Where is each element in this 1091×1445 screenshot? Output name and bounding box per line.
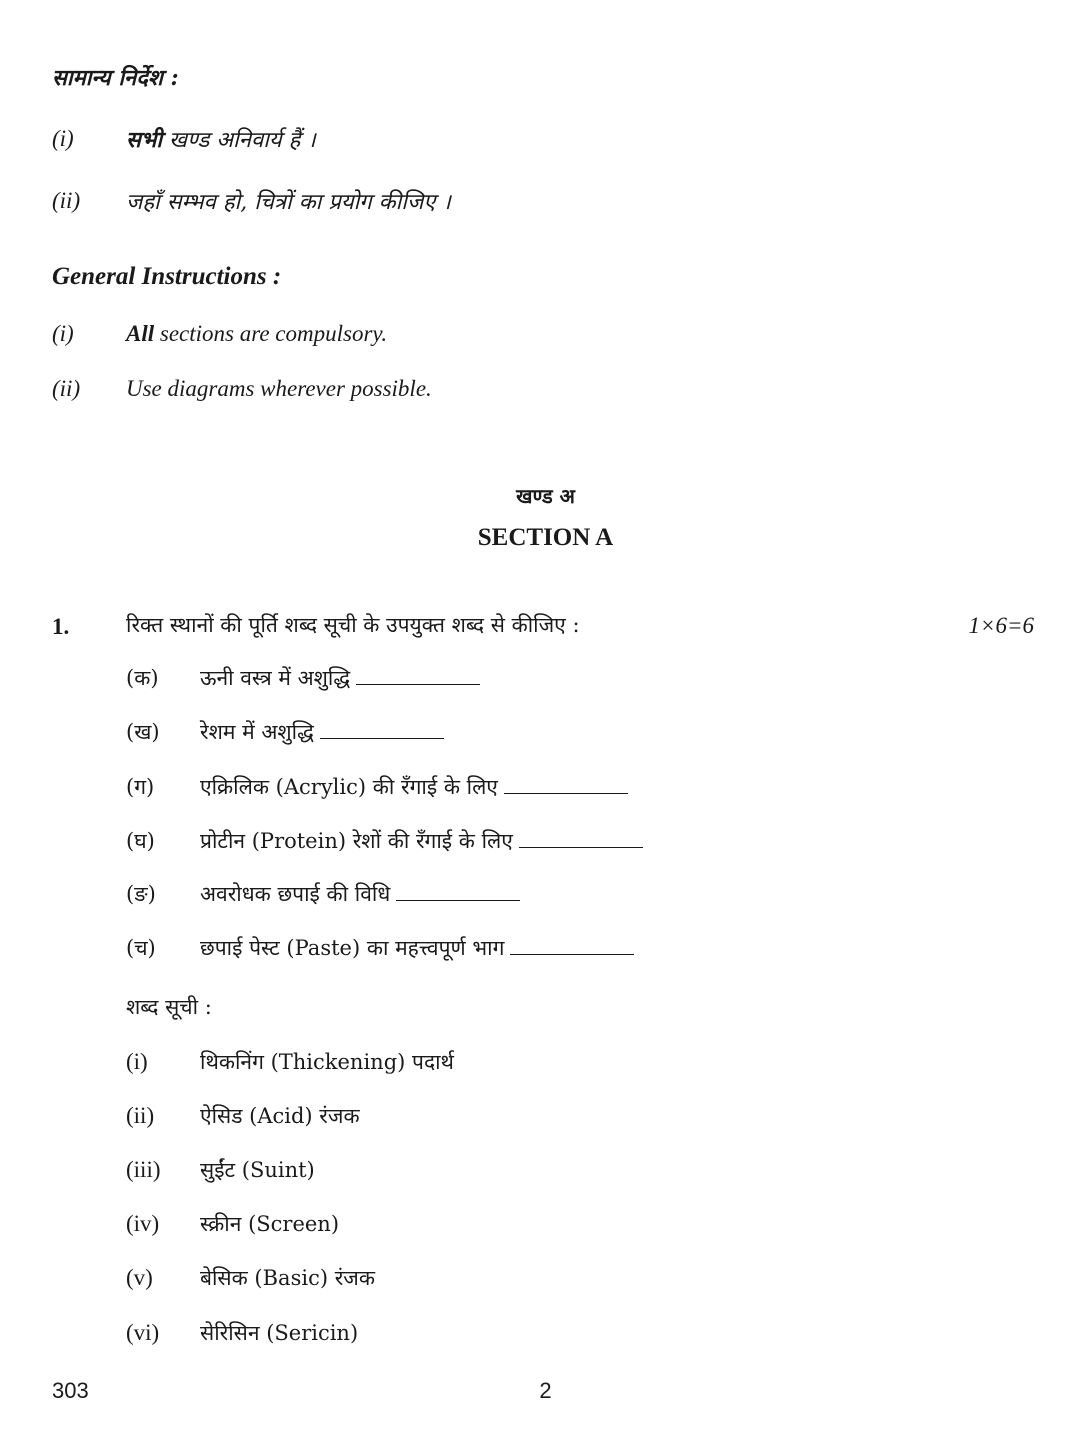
part-label: (ङ): [126, 882, 156, 906]
word-list-item: थिकनिंग (Thickening) पदार्थ: [200, 1050, 454, 1074]
word-list-item: सुईंट (Suint): [200, 1158, 315, 1182]
part-label: (क): [126, 666, 159, 690]
instruction-en-2: Use diagrams wherever possible.: [126, 376, 432, 401]
word-list-num: (iv): [126, 1211, 160, 1236]
instruction-hi-1: [126, 124, 316, 154]
answer-blank: [504, 775, 628, 794]
section-title-en: SECTION A: [477, 524, 614, 551]
instruction-hi-2-num: (ii): [52, 188, 81, 213]
word-list-item: सेरिसिन (Sericin): [200, 1321, 359, 1345]
question-number: 1.: [52, 614, 70, 639]
question-text: रिक्त स्थानों की पूर्ति शब्द सूची के उपयुक्त शब्द से कीजिए :: [126, 613, 580, 637]
part-text: प्रोटीन (Protein) रेशों की रँगाई के लिए: [200, 829, 513, 853]
instruction-hi-2: जहाँ सम्भव हो, चित्रों का प्रयोग कीजिए ।: [126, 190, 451, 215]
part-item: [200, 934, 634, 962]
part-text: ऊनी वस्त्र में अशुद्धि: [200, 666, 351, 690]
section-title-hi: खण्ड अ: [516, 484, 575, 508]
part-text: रेशम में अशुद्धि: [200, 720, 314, 744]
instruction-hi-1-text: खण्ड अनिवार्य हैं ।: [162, 128, 316, 153]
question-marks: 1×6=6: [968, 613, 1034, 638]
word-list-item: बेसिक (Basic) रंजक: [200, 1266, 375, 1290]
part-label: (ग): [126, 775, 155, 799]
word-list-num: (iii): [126, 1157, 161, 1182]
word-list-num: (i): [126, 1049, 148, 1074]
paper-code: 303: [52, 1378, 89, 1403]
part-text: एक्रिलिक (Acrylic) की रँगाई के लिए: [200, 775, 498, 799]
instruction-en-1-num: (i): [52, 321, 74, 346]
word-list-item: स्क्रीन (Screen): [200, 1212, 340, 1236]
answer-blank: [356, 666, 480, 685]
part-label: (ख): [126, 720, 160, 744]
instruction-en-1: [126, 321, 387, 347]
instruction-en-2-num: (ii): [52, 376, 81, 401]
instructions-heading-en: General Instructions :: [52, 263, 282, 290]
part-item: [200, 664, 480, 692]
answer-blank: [519, 829, 643, 848]
word-list-num: (v): [126, 1265, 153, 1290]
instructions-heading-hi: सामान्य निर्देश :: [52, 65, 179, 91]
part-text: छपाई पेस्ट (Paste) का महत्त्वपूर्ण भाग: [200, 936, 505, 960]
instruction-en-1-bold: All: [126, 321, 155, 346]
instruction-hi-1-num: (i): [52, 126, 74, 151]
part-text: अवरोधक छपाई की विधि: [200, 882, 391, 906]
part-label: (घ): [126, 829, 155, 853]
answer-blank: [396, 882, 520, 901]
page-number: 2: [539, 1378, 552, 1403]
word-list-title: शब्द सूची :: [126, 995, 212, 1019]
instruction-en-1-text: sections are compulsory.: [154, 321, 388, 346]
answer-blank: [510, 936, 634, 955]
part-item: [200, 773, 628, 801]
word-list-num: (ii): [126, 1103, 155, 1128]
word-list-item: ऐसिड (Acid) रंजक: [200, 1104, 360, 1128]
part-item: [200, 880, 520, 908]
part-item: [200, 718, 444, 746]
part-label: (च): [126, 936, 156, 960]
word-list-num: (vi): [126, 1320, 160, 1345]
answer-blank: [320, 720, 444, 739]
part-item: [200, 827, 643, 855]
instruction-hi-1-bold: सभी: [126, 127, 163, 153]
